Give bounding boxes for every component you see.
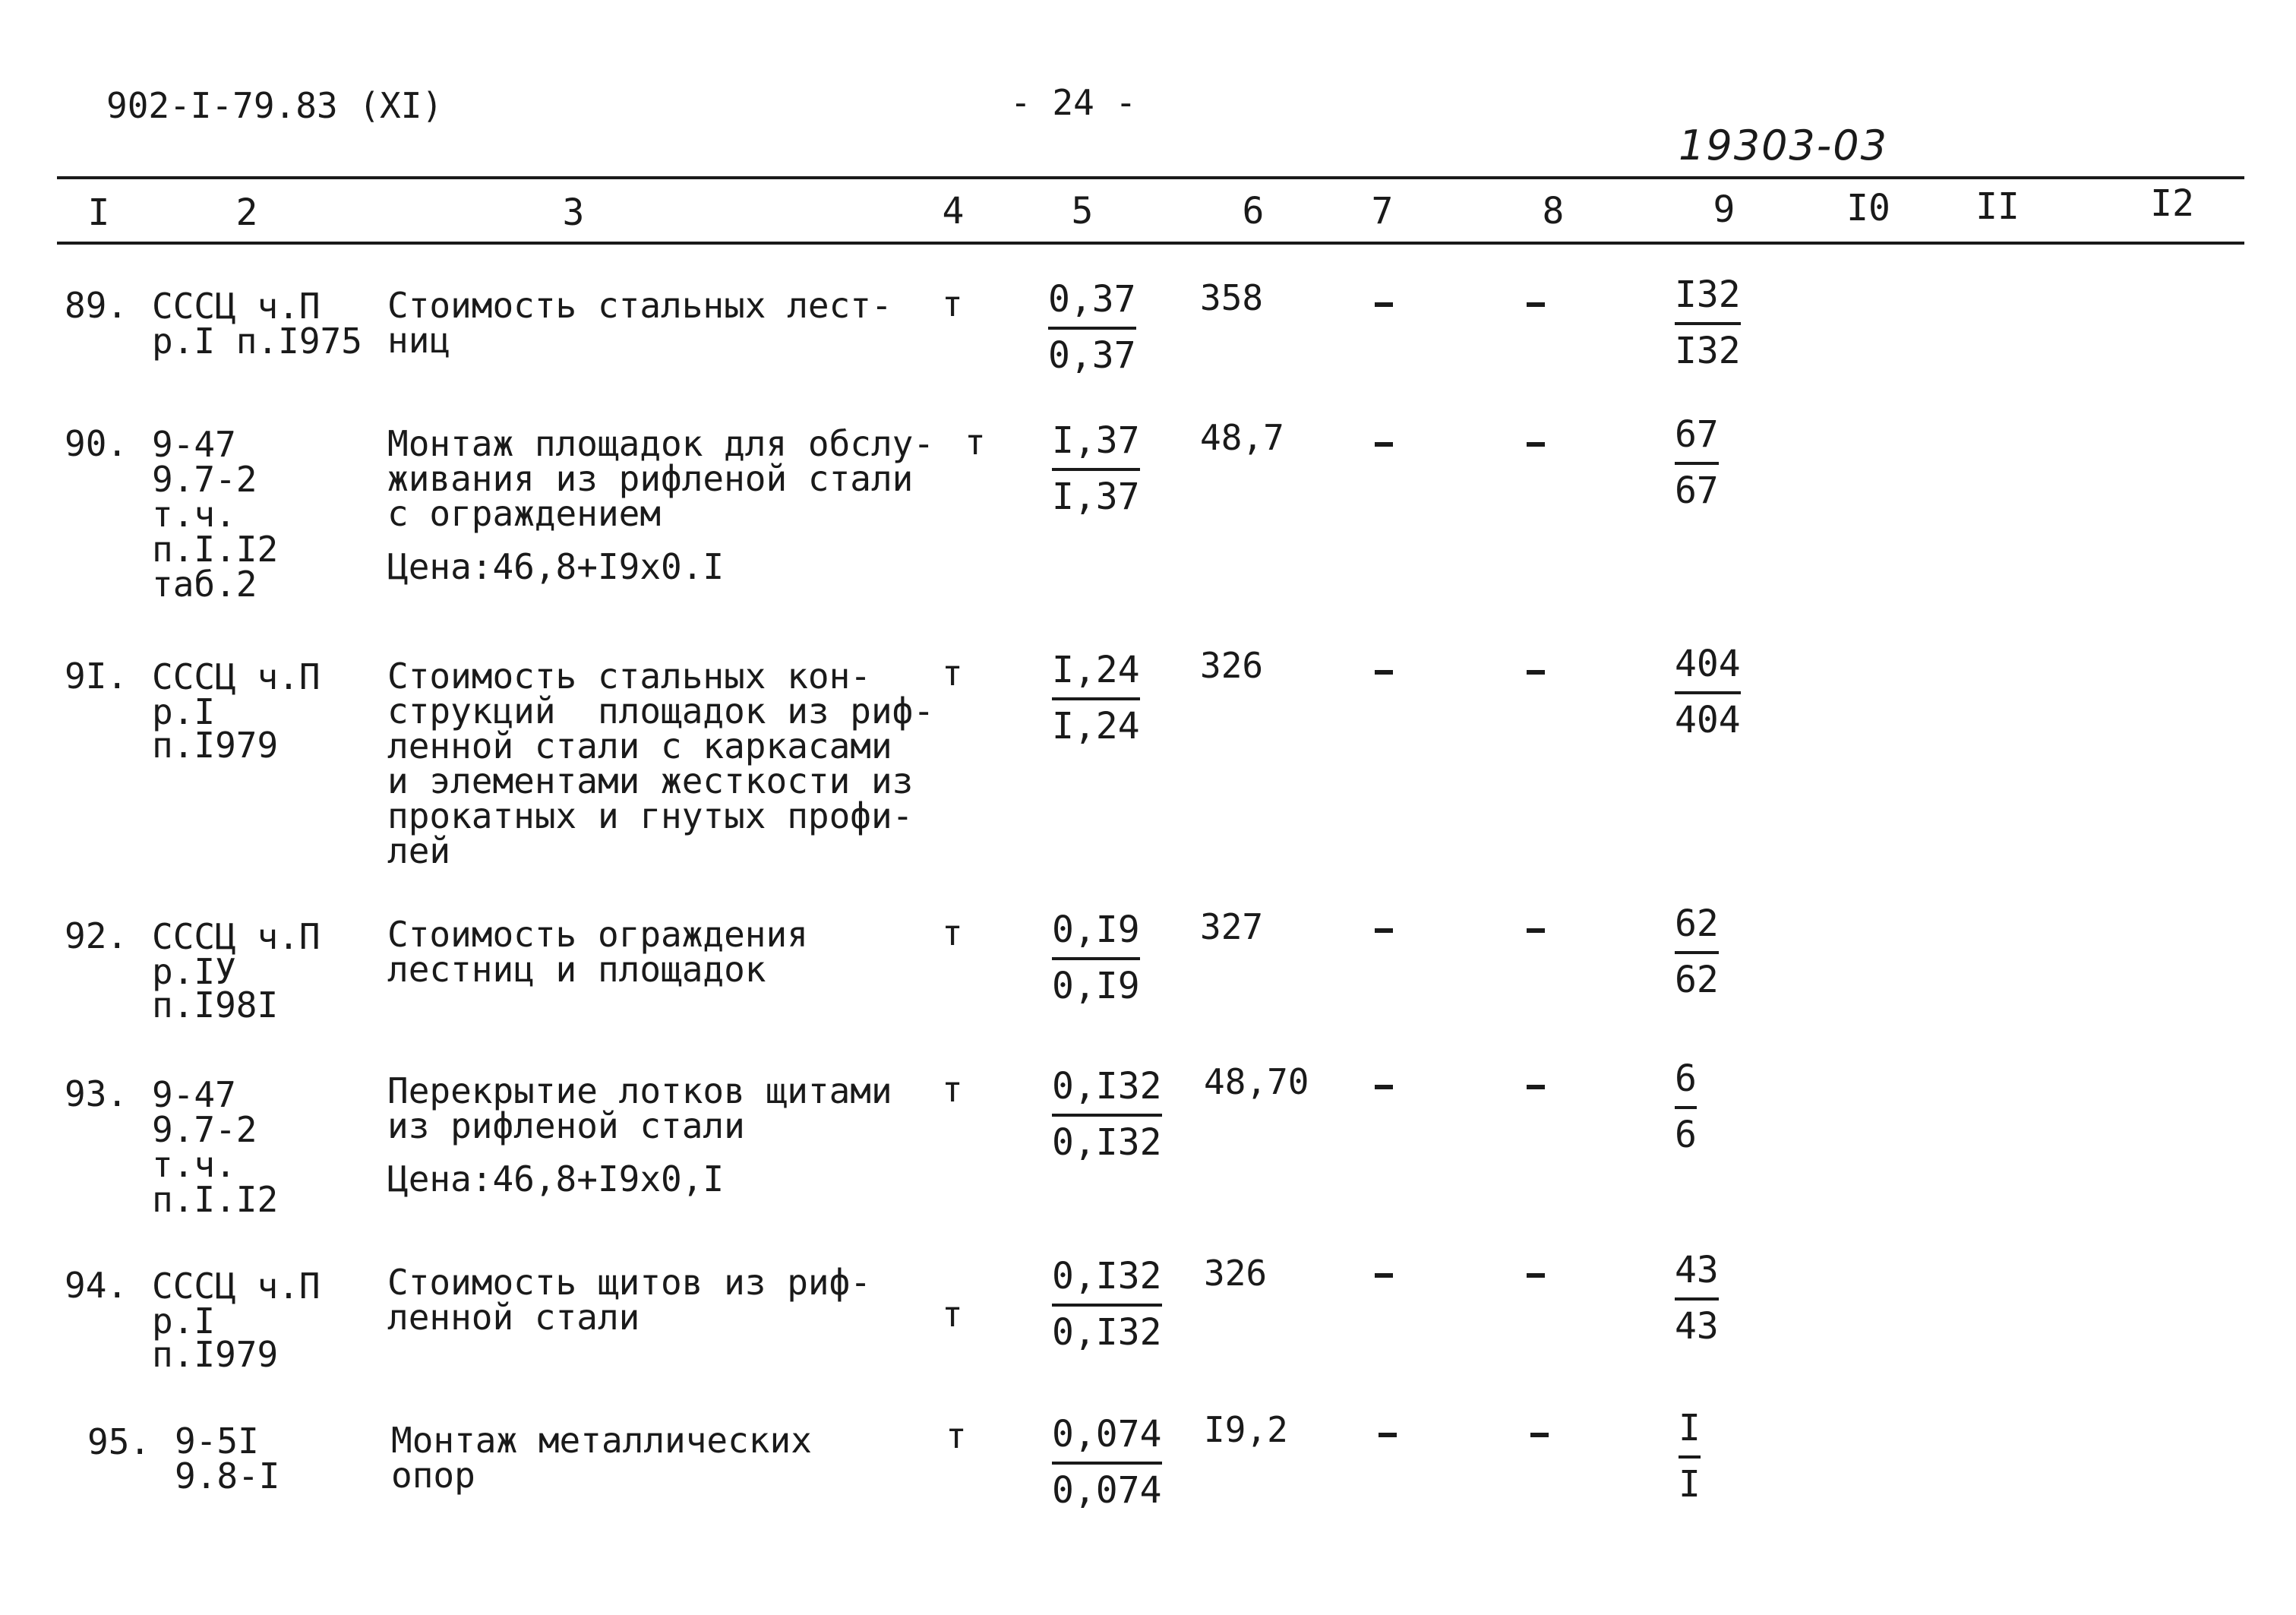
quantity-denominator: 0,I32	[1052, 1311, 1162, 1354]
column-header: 9	[1713, 188, 1735, 231]
unit-price: 326	[1200, 645, 1264, 686]
cost-fraction	[1675, 269, 1741, 377]
description-line: Стоимость ограждения	[387, 914, 808, 955]
quantity-denominator: 0,074	[1052, 1469, 1162, 1512]
description-line: прокатных и гнутых профи-	[387, 795, 914, 836]
quantity-denominator: I,24	[1052, 705, 1140, 747]
quantity-numerator: 0,37	[1048, 273, 1136, 330]
unit: т	[942, 653, 963, 694]
cost-denominator: 67	[1675, 469, 1719, 512]
document-code: 902-I-79.83 (XI)	[106, 85, 444, 126]
unit: т	[965, 422, 986, 463]
reference-line: 9.8-I	[175, 1455, 280, 1496]
column-header: 4	[942, 190, 965, 232]
dash-col8	[1527, 670, 1545, 675]
column-header: II	[1975, 185, 2020, 228]
reference-line: п.I.I2	[152, 529, 279, 570]
row-number: 92.	[65, 915, 128, 956]
column-header: I2	[2150, 182, 2194, 225]
cost-fraction	[1675, 638, 1741, 746]
reference-line: СССЦ ч.П	[152, 1266, 321, 1307]
dash-col8	[1527, 1273, 1545, 1278]
description-line: Монтаж площадок для обслу-	[387, 423, 935, 464]
cost-denominator: 62	[1675, 959, 1719, 1001]
column-header: 6	[1242, 190, 1265, 232]
row-number: 9I.	[65, 656, 128, 697]
quantity-fraction	[1052, 1250, 1162, 1358]
reference-line: т.ч.	[152, 494, 236, 535]
cost-numerator: I32	[1675, 269, 1741, 325]
row-number: 90.	[65, 423, 128, 464]
cost-denominator: 43	[1675, 1305, 1719, 1348]
dash-col8	[1527, 442, 1545, 447]
description-line: Перекрытие лотков щитами	[387, 1070, 892, 1111]
price-note: Цена:46,8+I9х0.I	[387, 546, 725, 587]
stamp-number: 19303-03	[1679, 122, 1888, 169]
unit: т	[942, 1069, 963, 1110]
dash-col7	[1375, 928, 1393, 933]
description-line: лей	[387, 830, 451, 871]
reference-line: 9-47	[152, 1074, 236, 1115]
reference-line: 9.7-2	[152, 1109, 257, 1150]
row-number: 89.	[65, 285, 128, 326]
description-line: живания из рифленой стали	[387, 458, 914, 499]
unit: т	[946, 1415, 967, 1456]
description-line: из рифленой стали	[387, 1105, 745, 1146]
cost-numerator: I	[1679, 1402, 1701, 1459]
cost-fraction	[1675, 1053, 1697, 1161]
row-number: 93.	[65, 1073, 128, 1114]
cost-fraction	[1675, 1244, 1719, 1352]
cost-denominator: I32	[1675, 330, 1741, 372]
cost-fraction	[1675, 898, 1719, 1006]
cost-denominator: 404	[1675, 699, 1741, 741]
description-line: опор	[391, 1455, 475, 1496]
dash-col8	[1527, 302, 1545, 307]
header-bottom-rule	[57, 242, 2244, 245]
column-header: 5	[1071, 190, 1094, 232]
header-top-rule	[57, 176, 2244, 179]
unit: т	[942, 283, 963, 324]
quantity-fraction	[1052, 904, 1140, 1012]
quantity-fraction	[1052, 1408, 1162, 1516]
quantity-numerator: I,24	[1052, 644, 1140, 700]
page-number: - 24 -	[1010, 82, 1137, 123]
cost-numerator: 62	[1675, 898, 1719, 954]
unit-price: 48,7	[1200, 417, 1284, 458]
reference-line: СССЦ ч.П	[152, 656, 321, 697]
dash-col8	[1530, 1433, 1549, 1437]
quantity-denominator: 0,37	[1048, 334, 1136, 377]
quantity-denominator: 0,I32	[1052, 1121, 1162, 1164]
cost-numerator: 404	[1675, 638, 1741, 694]
reference-line: т.ч.	[152, 1144, 236, 1185]
reference-line: р.IУ	[152, 951, 236, 992]
quantity-fraction	[1052, 1060, 1162, 1168]
reference-line: р.I п.I975	[152, 321, 362, 362]
reference-line: п.I.I2	[152, 1179, 279, 1220]
dash-col7	[1375, 442, 1393, 447]
column-header: 8	[1542, 190, 1565, 232]
price-note: Цена:46,8+I9х0,I	[387, 1158, 725, 1199]
cost-denominator: I	[1679, 1463, 1701, 1506]
quantity-denominator: I,37	[1052, 476, 1140, 518]
reference-line: р.I	[152, 1301, 216, 1342]
cost-numerator: 6	[1675, 1053, 1697, 1109]
description-line: Стоимость щитов из риф-	[387, 1262, 871, 1303]
reference-line: п.I98I	[152, 984, 279, 1026]
unit-price: I9,2	[1204, 1409, 1288, 1450]
reference-line: 9.7-2	[152, 459, 257, 500]
column-header: 3	[562, 191, 585, 234]
description-line: Стоимость стальных кон-	[387, 656, 871, 697]
cost-fraction	[1675, 409, 1719, 517]
reference-line: п.I979	[152, 725, 279, 766]
description-line: с ограждением	[387, 493, 662, 534]
reference-line: СССЦ ч.П	[152, 286, 321, 327]
unit: т	[942, 1294, 963, 1335]
reference-line: 9-47	[152, 424, 236, 465]
cost-numerator: 43	[1675, 1244, 1719, 1301]
reference-line: 9-5I	[175, 1421, 259, 1462]
dash-col7	[1375, 302, 1393, 307]
dash-col7	[1375, 670, 1393, 675]
quantity-fraction	[1048, 273, 1136, 381]
unit-price: 48,70	[1204, 1061, 1309, 1102]
description-line: ниц	[387, 320, 451, 361]
description-line: ленной стали с каркасами	[387, 725, 892, 766]
quantity-numerator: 0,I32	[1052, 1060, 1162, 1117]
unit-price: 358	[1200, 277, 1264, 318]
dash-col7	[1375, 1273, 1393, 1278]
column-header: I0	[1846, 187, 1890, 229]
quantity-numerator: 0,I9	[1052, 904, 1140, 960]
unit-price: 326	[1204, 1253, 1268, 1294]
cost-fraction	[1679, 1402, 1701, 1510]
quantity-fraction	[1052, 644, 1140, 752]
description-line: Монтаж металлических	[391, 1420, 812, 1461]
quantity-numerator: I,37	[1052, 415, 1140, 471]
quantity-numerator: 0,I32	[1052, 1250, 1162, 1307]
dash-col7	[1379, 1433, 1397, 1437]
description-line: лестниц и площадок	[387, 949, 766, 990]
description-line: Стоимость стальных лест-	[387, 285, 892, 326]
quantity-denominator: 0,I9	[1052, 965, 1140, 1007]
quantity-fraction	[1052, 415, 1140, 523]
reference-line: п.I979	[152, 1334, 279, 1375]
cost-denominator: 6	[1675, 1114, 1697, 1156]
row-number: 94.	[65, 1265, 128, 1306]
unit: т	[942, 912, 963, 953]
column-header: 2	[235, 191, 258, 234]
description-line: ленной стали	[387, 1297, 640, 1338]
unit-price: 327	[1200, 906, 1264, 947]
reference-line: таб.2	[152, 564, 257, 605]
description-line: струкций площадок из риф-	[387, 691, 935, 732]
column-header: 7	[1371, 190, 1394, 232]
reference-line: СССЦ ч.П	[152, 916, 321, 957]
dash-col8	[1527, 928, 1545, 933]
quantity-numerator: 0,074	[1052, 1408, 1162, 1465]
row-number: 95.	[87, 1421, 151, 1462]
dash-col8	[1527, 1085, 1545, 1089]
description-line: и элементами жесткости из	[387, 760, 914, 801]
cost-numerator: 67	[1675, 409, 1719, 465]
dash-col7	[1375, 1085, 1393, 1089]
column-header: I	[87, 191, 110, 234]
reference-line: р.I	[152, 691, 216, 732]
